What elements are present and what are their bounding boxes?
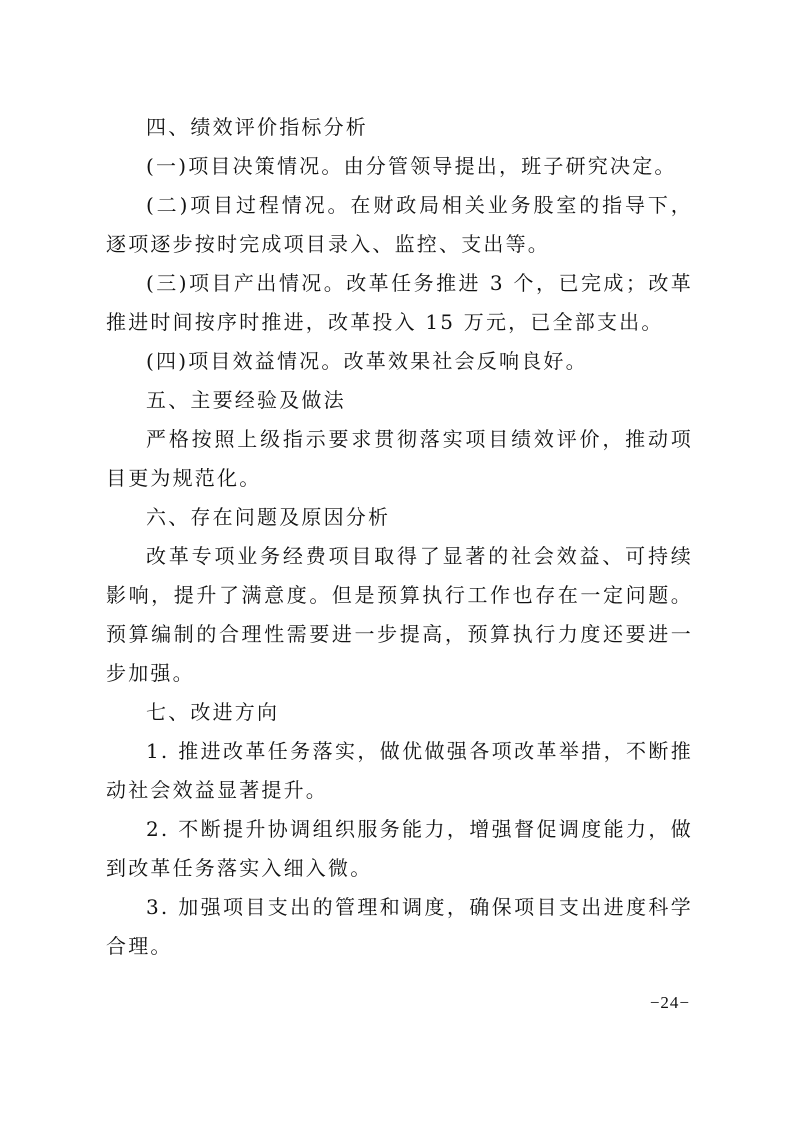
paragraph-project-benefit: (四)项目效益情况。改革效果社会反响良好。 <box>146 349 588 373</box>
section-heading-problems: 六、存在问题及原因分析 <box>146 505 391 529</box>
paragraph-project-output: (三)项目产出情况。改革任务推进 3 个，已完成；改革推进时间按序时推进，改革投入 15 万元，已全部支出。 <box>106 271 693 334</box>
section-heading-experience: 五、主要经验及做法 <box>146 388 346 412</box>
paragraph-project-process: (二)项目过程情况。在财政局相关业务股室的指导下，逐项逐步按时完成项目录入、监控、支出等。 <box>106 193 693 256</box>
paragraph-improvement-2: 2. 不断提升协调组织服务能力，增强督促调度能力，做到改革任务落实入细入微。 <box>106 817 693 880</box>
document-body <box>106 108 693 966</box>
paragraph-experience: 严格按照上级指示要求贯彻落实项目绩效评价，推动项目更为规范化。 <box>106 427 693 490</box>
section-heading-improvement: 七、改进方向 <box>146 700 280 724</box>
section-heading-performance-indicators: 四、绩效评价指标分析 <box>146 115 368 139</box>
paragraph-problems: 改革专项业务经费项目取得了显著的社会效益、可持续影响，提升了满意度。但是预算执行工作也存在一定问题。预算编制的合理性需要进一步提高，预算执行力度还要进一步加强。 <box>106 544 693 685</box>
paragraph-improvement-3: 3. 加强项目支出的管理和调度，确保项目支出进度科学合理。 <box>106 895 693 958</box>
paragraph-improvement-1: 1. 推进改革任务落实，做优做强各项改革举措，不断推动社会效益显著提升。 <box>106 739 693 802</box>
page-number: −24− <box>649 993 690 1012</box>
paragraph-project-decision: (一)项目决策情况。由分管领导提出，班子研究决定。 <box>146 154 677 178</box>
